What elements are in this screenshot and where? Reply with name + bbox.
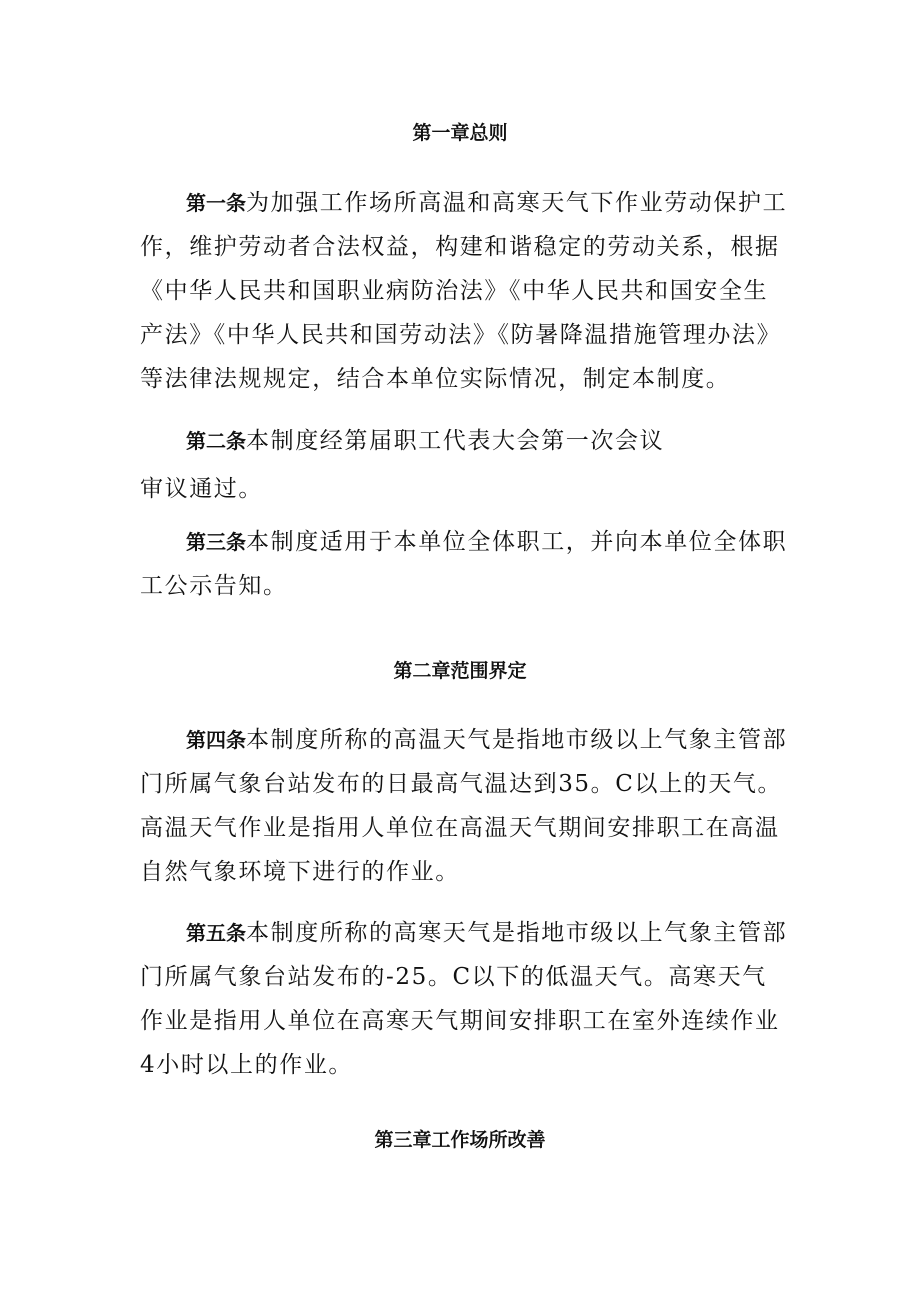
article-2-line-1 — [186, 419, 664, 463]
article-5 — [140, 911, 790, 1087]
article-2-text-line-1: 本制度经第届职工代表大会第一次会议 — [246, 428, 665, 454]
chapter-title-1: 第一章总则 — [412, 122, 508, 144]
article-5-text: 本制度所称的高寒天气是指地市级以上气象主管部门所属气象台站发布的-25。C以下的低温天气。高寒天气作业是指用人单位在高寒天气期间安排职工在室外连续作业4小时以上的作业。 — [140, 920, 788, 1078]
article-1-label: 第一条 — [186, 191, 246, 215]
article-2-text-line-2: 审议通过。 — [140, 476, 263, 502]
article-5-label: 第五条 — [186, 921, 246, 945]
article-3 — [140, 520, 790, 608]
article-1 — [140, 181, 790, 401]
article-4-label: 第四条 — [186, 728, 246, 752]
chapter-title-3: 第三章工作场所改善 — [374, 1129, 546, 1151]
article-3-text: 本制度适用于本单位全体职工，并向本单位全体职工公示告知。 — [140, 529, 788, 599]
article-2-label: 第二条 — [186, 429, 246, 453]
article-4 — [140, 718, 790, 894]
article-1-text: 为加强工作场所高温和高寒天气下作业劳动保护工作，维护劳动者合法权益，构建和谐稳定的劳动关系，根据《中华人民共和国职业病防治法》《中华人民共和国安全生产法》《中华人民共和国劳动法》《防暑降温措施管理办法》等法律法规规定，结合本单位实际情况，制定本制度。 — [140, 190, 788, 392]
article-4-text: 本制度所称的高温天气是指地市级以上气象主管部门所属气象台站发布的日最高气温达到35。C以上的天气。高温天气作业是指用人单位在高温天气期间安排职工在高温自然气象环境下进行的作业。 — [140, 727, 788, 885]
article-3-label: 第三条 — [186, 530, 246, 554]
chapter-title-2: 第二章范围界定 — [393, 660, 527, 682]
